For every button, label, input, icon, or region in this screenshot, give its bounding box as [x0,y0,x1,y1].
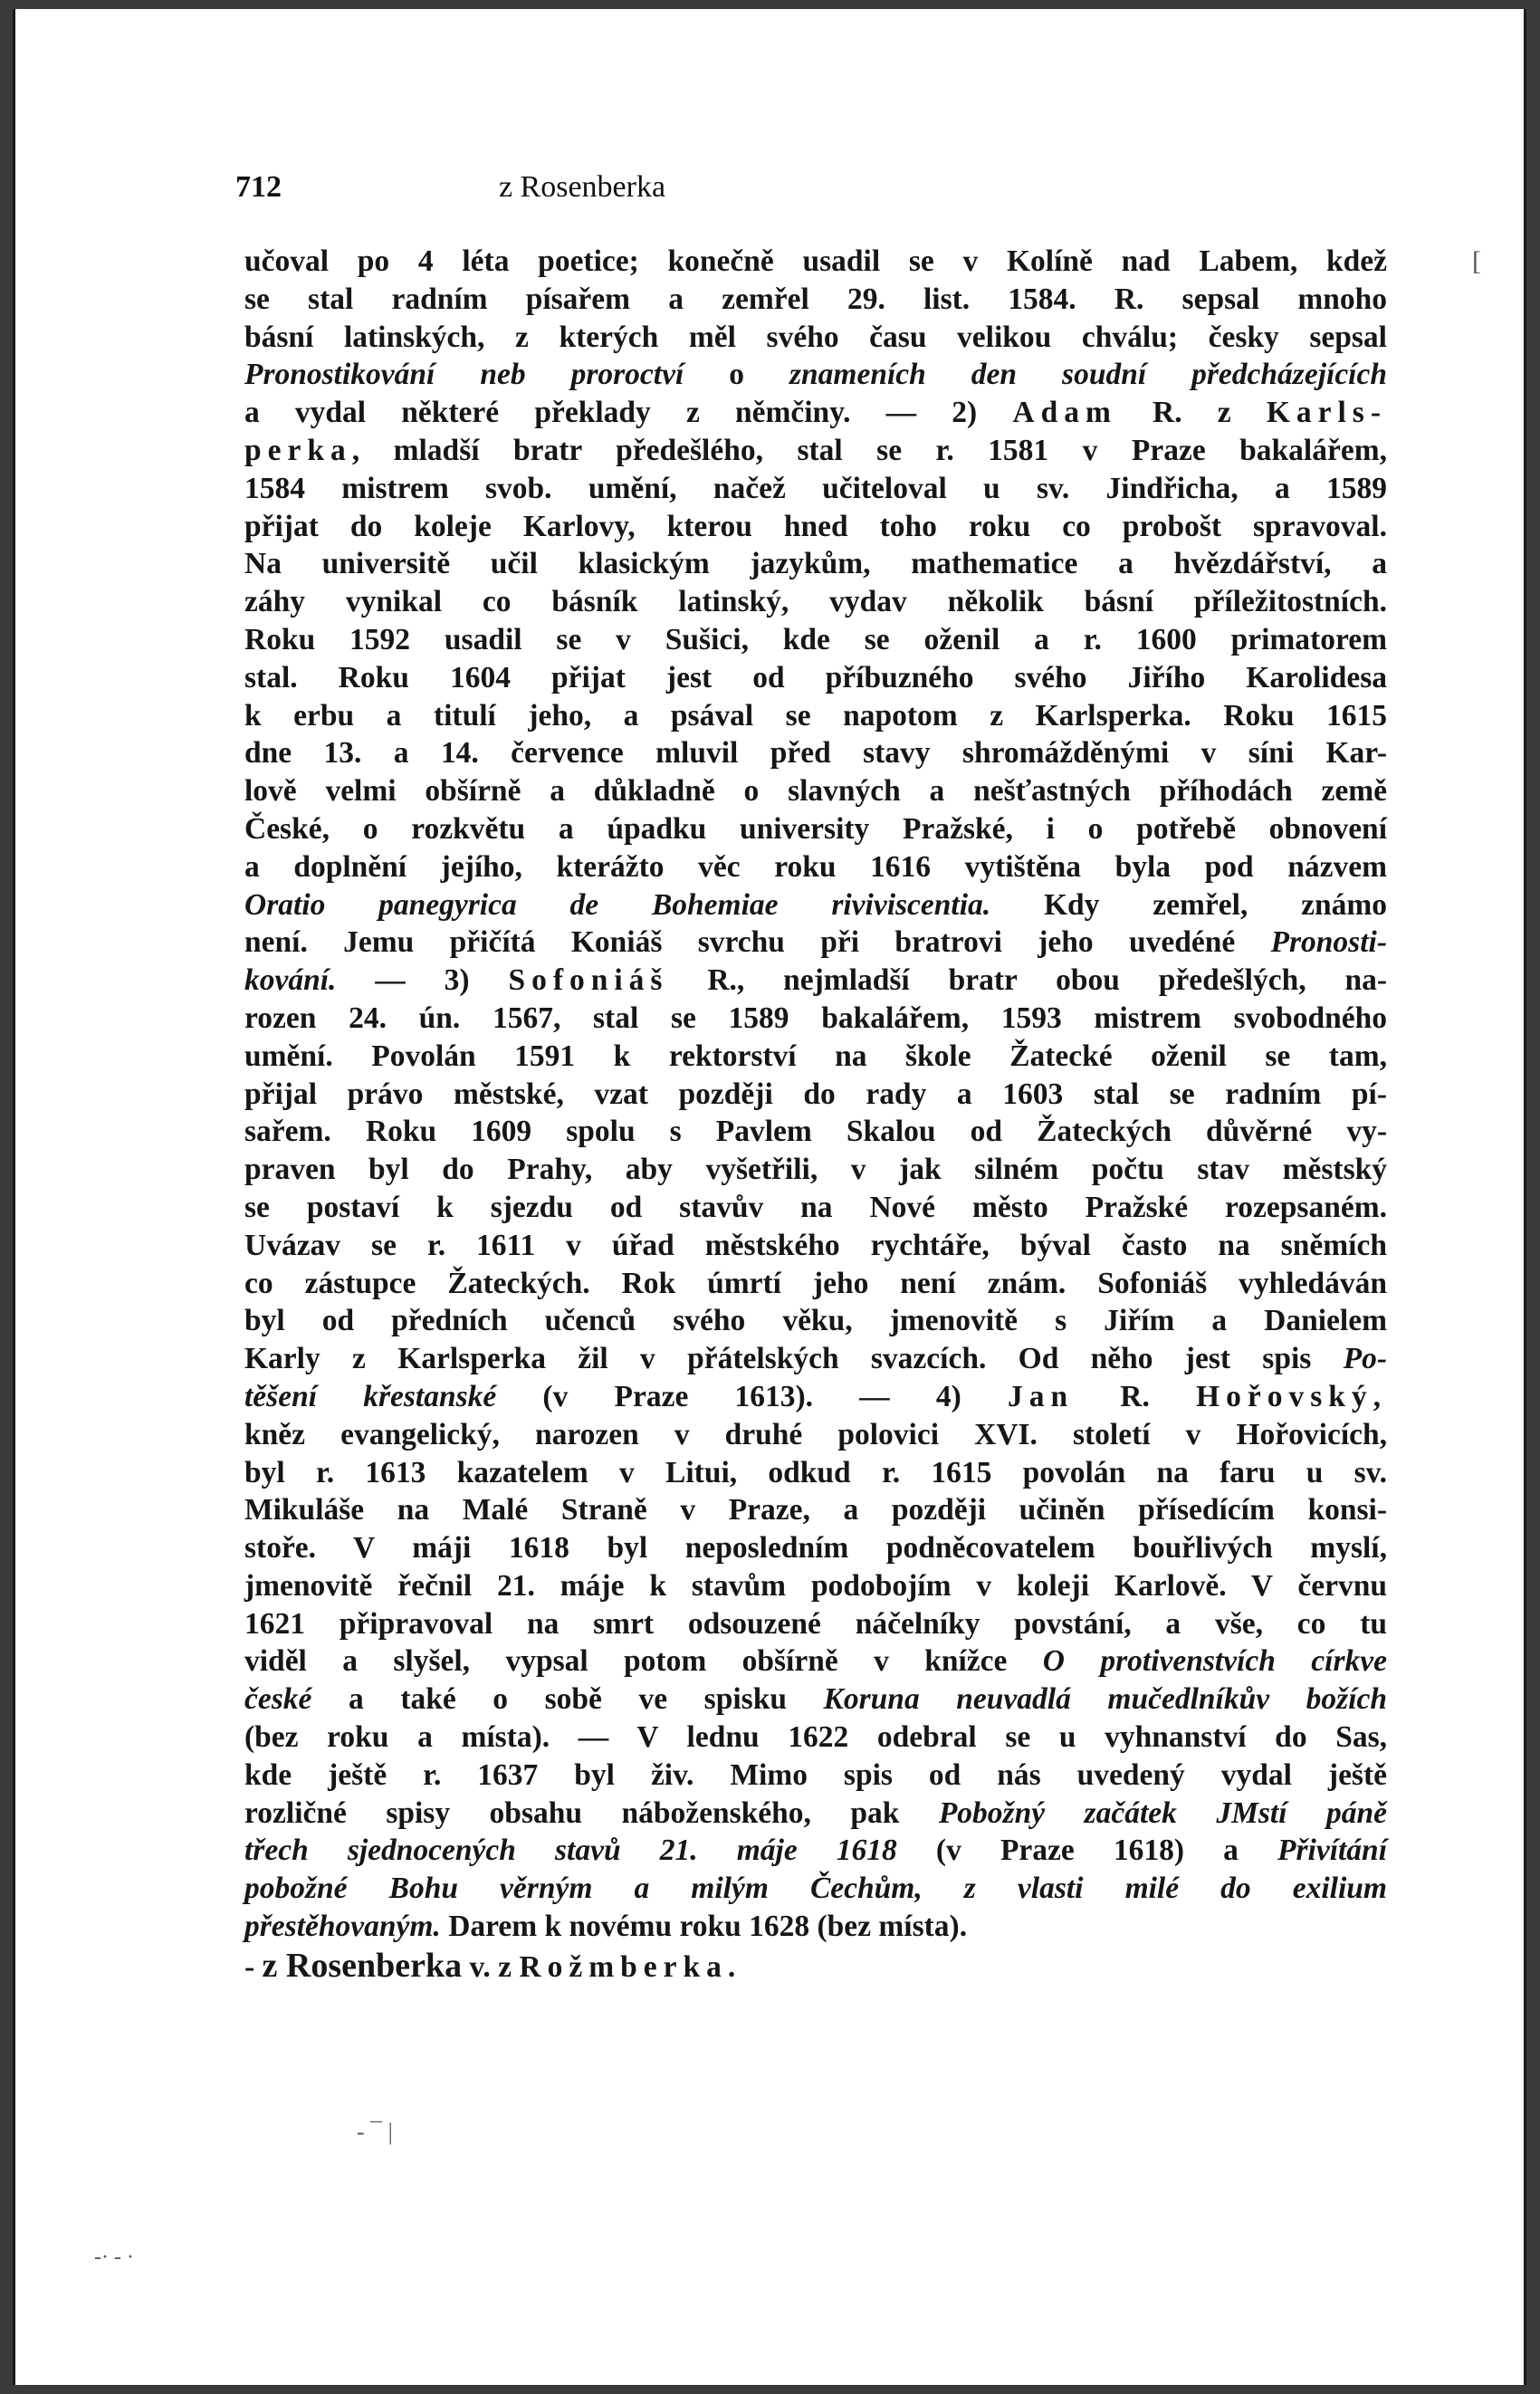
text-segment: a také o sobě ve spisku [311,1682,824,1717]
text-line [244,1832,1387,1870]
text-segment: Darem k novému roku 1628 (bez místa). [440,1910,968,1944]
text-line [244,508,1387,546]
text-line [244,583,1387,621]
text-line [244,659,1387,697]
text-line [244,1681,1387,1719]
text-line [244,1567,1387,1605]
running-header [235,170,929,210]
text-line [244,1189,1387,1227]
text-segment: se stal radním písařem a zemřel 29. list. 1584. R. sepsal mnoho [244,282,1387,316]
margin-mark: -· - · [94,2246,134,2269]
text-segment: Roku 1592 usadil se v Sušici, kde se oženil a r. 1600 primatorem [244,622,1387,656]
italic-title: O protivenstvích církve [1042,1644,1387,1679]
text-line [244,734,1387,772]
italic-title: Oratio panegyrica de Bohemiae riviviscentia. [244,887,991,922]
text-line [244,1151,1387,1189]
text-line [244,1605,1387,1643]
text-line [244,810,1387,848]
text-segment: není. Jemu přičítá Koniáš svrchu při bratrovi jeho uvedéné [244,925,1271,960]
italic-title: těšení křestanské [244,1379,497,1413]
text-segment: k erbu a titulí jeho, a psával se napotom z Karlsperka. Roku 1615 [244,698,1387,733]
text-segment: byl r. 1613 kazatelem v Litui, odkud r. 1615 povolán na faru u sv. [244,1455,1387,1489]
text-line [244,356,1387,394]
text-segment: (v Praze 1613). — 4) [496,1379,1008,1413]
text-line [244,1454,1387,1492]
spaced-name: perka [244,433,352,467]
text-segment: přijat do koleje Karlovy, kterou hned toho roku co probošt spravoval. [244,509,1387,543]
text-segment: umění. Povolán 1591 k rektorství na škole Žatecké oženil se tam, [244,1039,1387,1073]
text-line [244,1491,1387,1529]
spaced-name: Karls- [1266,396,1388,430]
italic-title: Přivítání [1277,1834,1387,1868]
text-segment: kněz evangelický, narozen v druhé polovici XVI. století v Hořovicích, [244,1417,1387,1451]
scan-edge-right [1524,9,1526,2385]
text-segment: rozen 24. ún. 1567, stal se 1589 bakalářem, 1593 mistrem svobodného [244,1001,1387,1035]
text-line [244,1000,1387,1038]
text-segment: a doplnění jejího, kterážto věc roku 1616 vytištěna byla pod názvem [244,849,1387,884]
text-line [244,1113,1387,1151]
text-line [244,1795,1387,1833]
text-segment: stal. Roku 1604 přijat jest od příbuzného svého Jiřího Karolidesa [244,660,1387,694]
text-line [244,1227,1387,1265]
text-line [244,1265,1387,1303]
text-segment: sařem. Roku 1609 spolu s Pavlem Skalou od Žateckých důvěrné vy- [244,1115,1387,1149]
text-line [244,319,1387,357]
running-title: z Rosenberka [498,170,666,204]
text-line [244,281,1387,319]
text-line [244,962,1387,1000]
spaced-name: Adam [1012,396,1117,430]
text-line [244,621,1387,659]
text-segment: rozličné spisy obsahu náboženského, pak [244,1796,939,1830]
text-segment: a vydal některé překlady z němčiny. — 2) [244,396,1013,430]
text-segment: básní latinských, z kterých měl svého času velikou chválu; česky sepsal [244,320,1387,354]
text-segment: učoval po 4 léta poetice; konečně usadil se v Kolíně nad Labem, kdež [244,244,1387,278]
cross-reference-entry [244,1948,1387,1986]
text-segment: (bez roku a místa). — V lednu 1622 odebral se u vyhnanství do Sas, [244,1720,1387,1755]
text-segment: jmenovitě řečnil 21. máje k stavům podobojím v koleji Karlově. V červnu [244,1568,1387,1603]
text-segment: kde ještě r. 1637 byl živ. Mimo spis od nás uvedený vydal ještě [244,1757,1387,1792]
text-line [244,1038,1387,1076]
text-line [244,848,1387,886]
text-segment: 1621 připravoval na smrt odsouzené náčelníky povstání, a vše, co tu [244,1606,1387,1641]
text-segment: co zástupce Žateckých. Rok úmrtí jeho není znám. Sofoniáš vyhledáván [244,1266,1387,1300]
text-segment: R. z [1116,396,1267,430]
text-segment: České, o rozkvětu a úpadku university Pražské, i o potřebě obnovení [244,811,1387,846]
text-segment: R. [1074,1379,1197,1413]
text-segment: Uvázav se r. 1611 v úřad městského rychtáře, býval často na sněmích [244,1228,1387,1262]
text-segment: Mikuláše na Malé Straně v Praze, a později učiněn přísedícím konsi- [244,1493,1387,1527]
italic-title: pobožné Bohu věrným a milým Čechům, z vlasti milé do exilium [244,1872,1387,1906]
italic-title: české [244,1682,312,1717]
text-line [244,545,1387,583]
body-text [244,243,1387,1986]
text-segment: byl od předních učenců svého věku, jmenovitě s Jiřím a Danielem [244,1304,1387,1338]
page-number: 712 [235,170,282,204]
text-segment: se postaví k sjezdu od stavův na Nové město Pražské rozepsaném. [244,1190,1387,1224]
text-line [244,1757,1387,1795]
text-line [244,772,1387,810]
text-segment: — 3) [336,963,509,998]
text-segment: lově velmi obšírně a důkladně o slavných a nešťastných příhodách země [244,774,1387,809]
text-line [244,886,1387,924]
text-segment: dne 13. a 14. července mluvil před stavy shromážděnými v síni Kar- [244,736,1387,771]
text-segment: Karly z Karlsperka žil v přátelských svazcích. Od něho jest spis [244,1342,1344,1376]
text-segment: Na universitě učil klasickým jazykům, mathematice a hvězdářství, a [244,547,1387,581]
text-line [244,1416,1387,1454]
text-segment: R., nejmladší bratr obou předešlých, na- [668,963,1388,998]
entry-reference: Rožmberka. [519,1949,742,1984]
text-segment: , mladší bratr předešlého, stal se r. 1581 v Praze bakalářem, [351,433,1387,467]
margin-bracket: [ [1472,246,1481,276]
text-line [244,394,1387,432]
text-line [244,470,1387,508]
italic-title: Pronostikování neb proroctví [244,358,684,392]
entry-see: v. z [462,1949,520,1984]
text-line [244,1529,1387,1567]
text-line [244,924,1387,962]
italic-title: kování. [244,963,337,998]
italic-title: Koruna neuvadlá mučedlníkův božích [823,1682,1387,1717]
text-line [244,1378,1387,1416]
text-segment: praven byl do Prahy, aby vyšetřili, v jak silném počtu stav městský [244,1153,1387,1187]
text-line [244,1302,1387,1340]
text-line [244,1719,1387,1757]
text-segment: stoře. V máji 1618 byl neposledním podněcovatelem bouřlivých myslí, [244,1531,1387,1566]
text-line [244,243,1387,281]
text-line [244,697,1387,735]
entry-dash: - [244,1949,263,1984]
text-line [244,1076,1387,1114]
italic-title: Pronosti- [1270,925,1387,960]
text-line [244,1340,1387,1378]
text-line [244,1870,1387,1908]
text-line [244,432,1387,470]
italic-title: Po- [1343,1342,1387,1376]
text-segment: 1584 mistrem svob. umění, načež učiteloval u sv. Jindřicha, a 1589 [244,471,1387,505]
margin-mark: - ¯ | [357,2119,393,2145]
text-segment: přijal právo městské, vzat později do rady a 1603 stal se radním pí- [244,1077,1387,1111]
text-line [244,1908,1387,1946]
entry-title: z Rosenberka [262,1946,463,1985]
text-line [244,1642,1387,1681]
text-segment: záhy vynikal co básník latinský, vydav několik básní příležitostních. [244,585,1387,619]
italic-title: Pobožný začátek JMstí páně [938,1796,1387,1830]
italic-title: třech sjednocených stavů 21. máje 1618 [244,1834,897,1868]
spaced-name: Jan [1007,1379,1075,1413]
spaced-name: Hořovský, [1196,1379,1387,1413]
text-segment: o [684,358,790,392]
italic-title: znameních den soudní předcházejících [789,358,1387,392]
scan-edge-left [13,9,15,2385]
text-segment: (v Praze 1618) a [896,1834,1278,1868]
text-segment: Kdy zemřel, známo [990,887,1387,922]
spaced-name: Sofoniáš [508,963,669,998]
text-segment: viděl a slyšel, vypsal potom obšírně v knížce [244,1644,1043,1679]
page [13,9,1526,2385]
italic-title: přestěhovaným. [244,1910,441,1944]
